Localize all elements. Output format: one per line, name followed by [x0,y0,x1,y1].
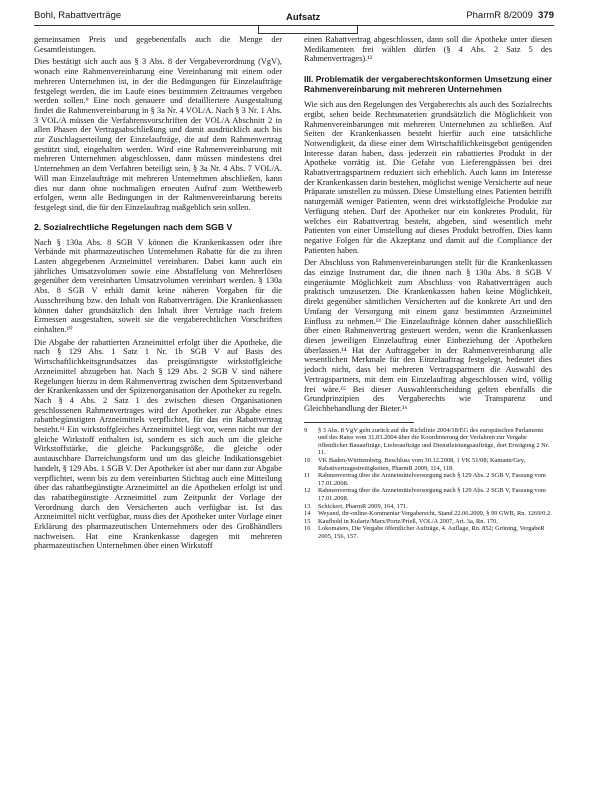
footnote-number: 11 [304,472,311,480]
page-number: 379 [538,10,554,21]
footnote-text: Weyand, ibr-online-Kommentar Vergaberecht, Stand 22.06.2009, § 99 GWB, Rn. 1269/0.2. [318,510,552,518]
section-heading: 2. Sozialrechtliche Regelungen nach dem SGB V [34,221,233,232]
footnotes [304,427,552,541]
footnote-rule [304,422,414,423]
paragraph: einen Rabattvertrag abgeschlossen, dann soll die Apotheke unter diesen Medikamenten frei wählen dürfen (§ 4 Abs. 2 Satz 5 des Rahmenvertrages).¹² [304,35,552,64]
section-label: Aufsatz [286,12,321,23]
paragraph: Der Abschluss von Rahmenvereinbarungen stellt für die Krankenkassen das einzige Instrument dar, die ihnen nach § 130a Abs. 8 SGB V eingeräumte Möglichkeit zum Abschluss von Rabattverträgen auch praktisch umzusetzen. Die Krankenkassen haben keine Möglichkeit, direkt gegenüber sämtlichen Versicherten auf die konkrete Art und den Umfang der Versorgung mit einem ganz bestimmten Arzneimittel Einfluss zu nehmen.¹³ Die Einzelaufträge können daher ausschließlich über einen Rahmenvertrag gesteuert werden, wenn die Krankenkassen diesen jeweiligen Einzelauftrag einer Einbeziehung der Apotheken überlassen.¹⁴ Hat der Auftraggeber in der Rahmenvereinbarung alle wesentlichen Merkmale für den Einzelauftrag festgelegt, bedeutet dies jedoch nicht, dass bei mehreren Vertragspartnern die Auswahl des Vertragspartners, mit dem ein Einzelauftrag abgeschlossen wird, völlig frei wäre.¹⁵ Bei dieser Auswahlentscheidung gelten ebenfalls die Grundprinzipien des Vergaberechts wie Transparenz und Gleichbehandlung der Bieter.¹⁶ [304,258,552,413]
right-column [304,35,552,541]
footnote [304,487,552,502]
footnote-number: 16 [304,525,311,533]
footnote [304,472,552,487]
running-head-author: Bohl, Rabattverträge [34,10,122,21]
footnote [304,503,552,511]
footnote [304,457,552,472]
footnote-number: 14 [304,510,311,518]
paragraph: Dies bestätigt sich auch aus § 3 Abs. 8 der Vergabeverordnung (VgV), wonach eine Rahmenvereinbarung eine Vereinbarung mit einem oder mehreren Unternehmen ist, in der die Bedingungen für Einzelaufträge festgelegt werden, die im Laufe eines bestimmten Zeitraumes vergeben werden sollen.⁹ Eine noch genauere und detailliertere Ausgestaltung findet die Rahmenvereinbarung in § 3a Nr. 4 VOL/A. Nach § 3 Nr. 1 Abs. 3 VOL/A müssen die Verfahrensvorschriften der VOL/A Abschnitt 2 in allen Phasen der Vertragsabschließung und damit ausdrücklich auch bis zur Zuschlagserteilung der Einzelaufträge, die auf dem Rahmenvertrag gestützt sind, eingehalten werden. Wird eine Rahmenvereinbarung mit mehreren Unternehmen abgeschlossen, dann müssen mindestens drei Unternehmen an dem Verfahren beteiligt sein, § 3a Nr. 4 Abs. 7 VOL/A. Will man Einzelaufträge mit mehreren Unternehmen abschließen, kann dies nur dann ohne nochmaligen erneuten Aufruf zum Wettbewerb erfolgen, wenn alle Bedingungen in der Rahmenvereinbarung bereits festgelegt sind, die für den Einzelauftrag maßgeblich sein sollen. [34,57,282,212]
footnote-text: Schickert, PharmR 2009, 164, 171. [318,502,408,510]
section-heading: III. Problematik der vergaberechtskonformen Umsetzung einer Rahmenvereinbarung mit mehreren Unternehmen [304,74,552,95]
footnote-text: Kaufhold in Kulartz/Marx/Portz/Prieß, VOL/A 2007, Art. 3a, Rn. 170. [318,517,498,525]
journal-page-info [466,10,554,21]
footnote-number: 12 [304,487,311,495]
footnote-number: 13 [304,502,311,510]
left-column [34,35,282,551]
paragraph: gemeinsamen Preis und gegebenenfalls auch die Menge der Gesamtleistungen. [34,35,282,54]
footnote-number: 9 [304,426,308,434]
paragraph: Die Abgabe der rabattierten Arzneimittel erfolgt über die Apotheke, die nach § 129 Abs. 1 Satz 1 Nr. 1b SGB V auf Basis des Wirtschaftlichkeitsgrundsatzes das preisgünstigste wirkstoffgleiche Arzneimittel abzugeben hat. Nach § 129 Abs. 2 SGB V sind nähere Regelungen hierzu in dem Rahmenvertrag zwischen dem Spitzenverband der Krankenkassen und der Spitzenorganisation der Apotheker zu regeln. Nach § 4 Abs. 2 Satz 1 des zwischen diesen Organisationen geschlossenen Rahmenvertrages wird der Apotheker zur Abgabe eines rabattbegünstigten Arzneimittels verpflichtet, für das ein Rabattvertrag besteht.¹¹ Ein wirkstoffgleiches Arzneimittel liegt vor, wenn nicht nur der gleiche Wirkstoff enthalten ist, sondern es sich auch um die gleiche Wirkstoffstärke, die gleiche Packungsgröße, die gleiche oder austauschbare Darreichungsform und um das gleiche Indikationsgebiet handelt, § 129 Abs. 1 SGB V. Der Apotheker ist aber nur dann zur Abgabe verpflichtet, wenn bis zu dem vereinbarten Stichtag auch eine Mitteilung über das rabattbegünstigte Arzneimittel an die Apotheken erfolgt ist und das rabattbegünstigte Arzneimittel zum Zeitpunkt der Vorlage der Verordnung durch den Versicherten auch verfügbar ist. Ist das Arzneimittel nicht verfügbar, muss dies der Apotheker unter Vorlage einer Erklärung des pharmazeutischen Unternehmers oder des Großhändlers nachweisen. Hat eine Krankenkasse dagegen mit mehreren pharmazeutischen Unternehmen über einen Wirkstoff [34,337,282,551]
footnote-number: 10 [304,456,311,464]
paragraph: Wie sich aus den Regelungen des Vergaberechts als auch des Sozialrechts ergibt, sehen beide Rechtsmaterien grundsätzlich die Möglichkeit von Rahmenvereinbarungen mit mehreren Unternehmen zu schließen. Auf Seiten der Krankenkassen besteht hierfür auch eine tatsächliche Notwendigkeit, da diese einer dem Wirtschaftlichkeitsgebot genügenden Interesse daran haben, dass jederzeit ein rabattiertes Produkt in der Apotheke vorrätig ist. Die Gefahr von Lieferengpässen bei drei Rabattvertragspartnern reduziert sich erheblich. Auch kann im Interesse der Krankenkassen darin bestehen, möglichst wenige Versicherte auf neue Präparate umstellen zu müssen. Diese Umstellung eines Patienten betrifft naturgemäß weniger Patienten, wenn drei wirkstoffgleiche Produkte zur Verfügung stehen. Darf der Apotheker nur ein konkretes Produkt, für welches ein Rabattvertrag besteht, abgeben, sind wesentlich mehr Patienten von einer Umstellung auf dieses Produkt betroffen. Dies kann negative Folgen für die Akzeptanz und damit auf die Compliance der Patienten haben. [304,100,552,255]
footnote [304,510,552,518]
footnote-text: Lokomaiers, Die Vergabe öffentlicher Aufträge, 4. Auflage, Rn. 852; Gröning, VergabeR 2005, 156, 157. [318,525,545,540]
paragraph: Nach § 130a Abs. 8 SGB V können die Krankenkassen oder ihre Verbände mit pharmazeutischen Unternehmen Rabatte für die zu ihren Lasten abgegebenen Arzneimittel vereinbaren. Dabei kann auch ein jährliches Umsatzvolumen sowie eine Abstaffelung von Mehrerlösen gegenüber dem vereinbarten Umsatzvolumen vereinbart werden. § 130a Abs. 8 SGB V erhält damit keine näheren Vorgaben für die Ausschreibung bzw. den Inhalt von Rabattverträgen. Die Krankenkassen können daher grundsätzlich den Inhalt ihrer Verträge nach freiem Ermessen ausgestalten, soweit sie die vergaberechtlichen Vorschriften einhalten.¹⁰ [34,237,282,334]
footnote-text: § 3 Abs. 8 VgV geht zurück auf die Richtlinie 2004/18/EG des europäischen Parlaments und des Rates vom 31.03.2004 über die Koordinierung der Verfahren zur Vergabe öffentlicher Bauaufträge, Lieferaufträge und Dienstleistungsaufträge, dort Erwägung 2 Nr. 11. [318,426,550,457]
footnote-text: VK Baden-Württemberg, Beschluss vom 30.12.2008, 1 VK 51/08; Kamann/Gey, Rabattvertragsstreitigkeiten, PharmR 2009, 114, 118. [318,456,526,472]
footnote [304,525,552,540]
journal-issue: PharmR 8/2009 [466,10,533,21]
section-label-frame [258,25,358,34]
footnote-number: 15 [304,517,311,525]
footnote-text: Rahmenvertrag über die Arzneimittelversorgung nach § 129 Abs. 2 SGB V, Fassung vom 17.01.2008. [318,487,546,502]
footnote-text: Rahmenvertrag über die Arzneimittelversorgung nach § 129 Abs. 2 SGB V, Fassung vom 17.01.2008. [318,472,546,487]
footnote [304,427,552,457]
footnote [304,518,552,526]
